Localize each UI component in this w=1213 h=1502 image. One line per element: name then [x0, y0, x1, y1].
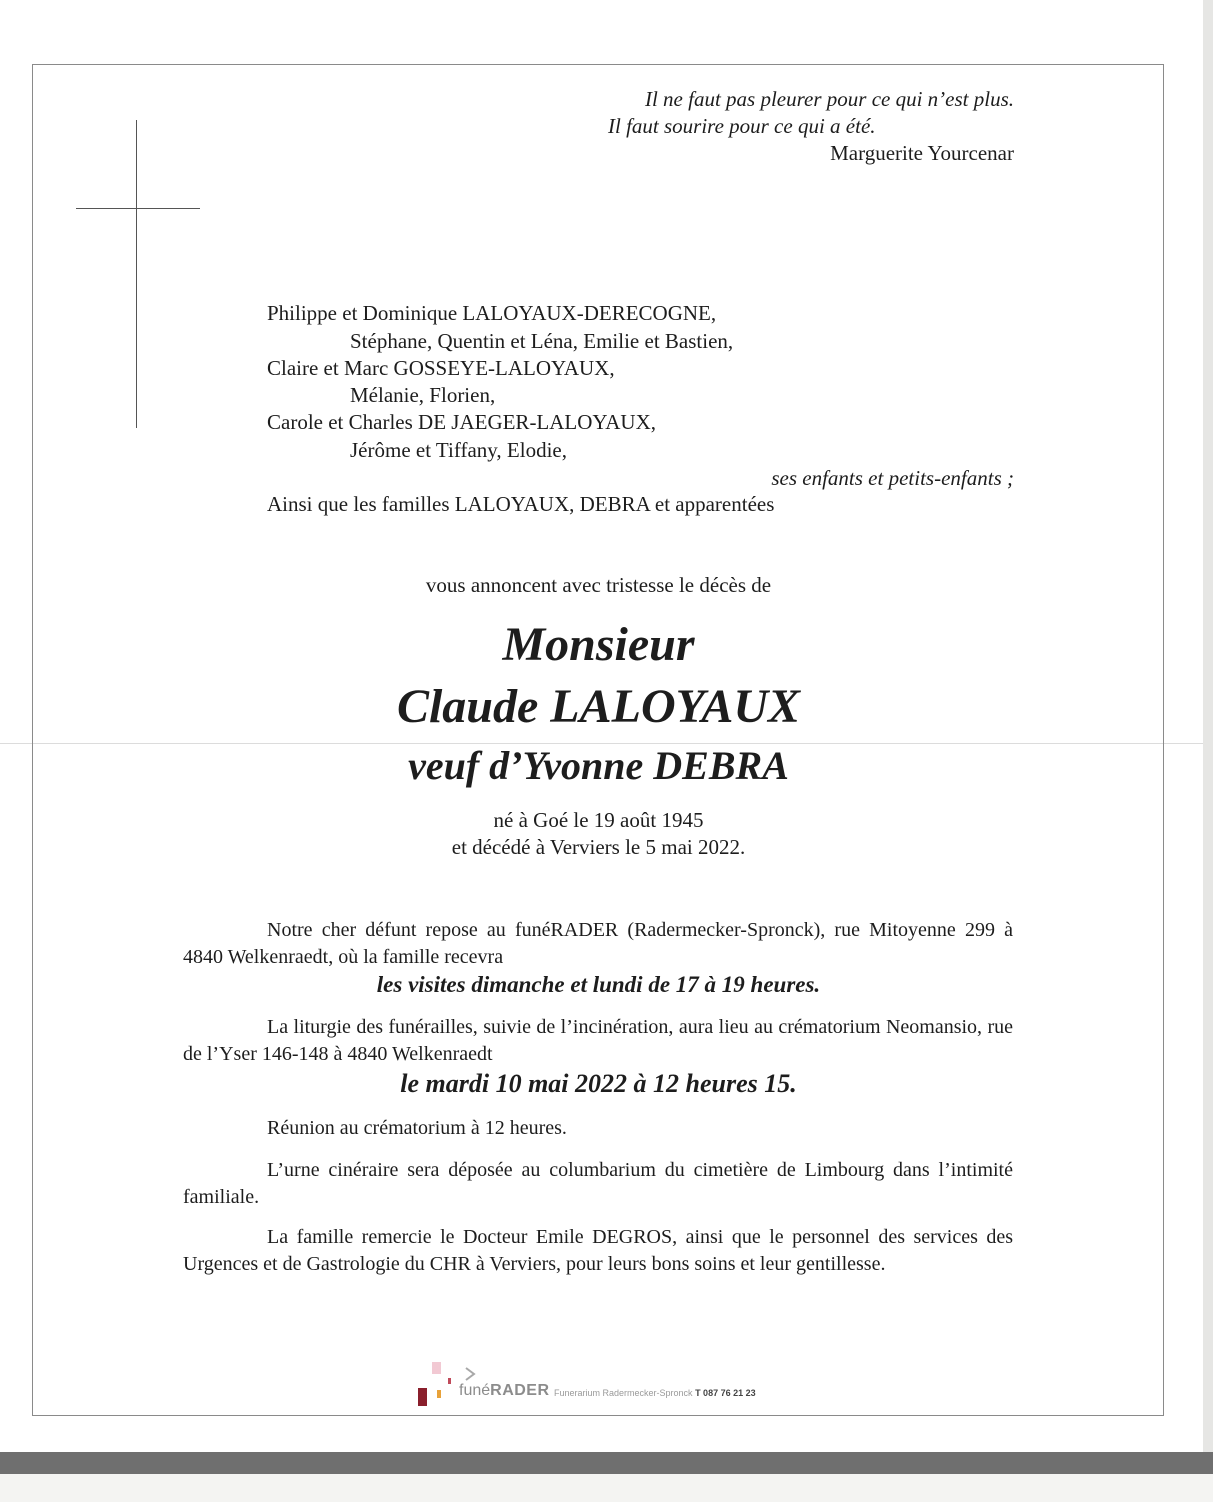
meeting-paragraph [183, 1115, 1013, 1142]
urn-paragraph [183, 1157, 1013, 1211]
family-line: Claire et Marc GOSSEYE-LALOYAUX, [267, 356, 615, 380]
scan-edge-right [1203, 0, 1213, 1474]
footer-brand-prefix: funé [459, 1382, 491, 1399]
thanks-paragraph [183, 1224, 1013, 1278]
footer-brand-name: RADER [490, 1382, 550, 1399]
quote-author: Marguerite Yourcenar [830, 141, 1014, 165]
family-relation: ses enfants et petits-enfants ; [771, 466, 1014, 490]
rest-text: Notre cher défunt repose au funéRADER (Radermecker-Spronck), rue Mitoyenne 299 à 4840 Welkenraedt, où la famille recevra [183, 919, 1013, 968]
footer-subtitle-row [554, 1388, 756, 1398]
cross-icon-vertical [136, 120, 137, 428]
thanks-text: La famille remercie le Docteur Emile DEGROS, ainsi que le personnel des services des Urgences et de Gastrologie du CHR à Verviers, pour leurs bons soins et leur gentillesse. [183, 1226, 1013, 1275]
liturgy-paragraph [183, 1014, 1013, 1068]
visits-info: les visites dimanche et lundi de 17 à 19 heures. [376, 972, 821, 997]
footer-phone: T 087 76 21 23 [695, 1388, 756, 1398]
quote-line-2: Il faut sourire pour ce qui a été. [608, 114, 876, 138]
deceased-name: Claude LALOYAUX [396, 680, 801, 733]
family-others: Ainsi que les familles LALOYAUX, DEBRA et apparentées [267, 492, 775, 516]
deceased-widower: veuf d’Yvonne DEBRA [408, 743, 789, 788]
deceased-title: Monsieur [502, 618, 695, 671]
scan-edge-bottom [0, 1452, 1213, 1474]
ceremony-date: le mardi 10 mai 2022 à 12 heures 15. [400, 1069, 797, 1098]
death-info: et décédé à Verviers le 5 mai 2022. [451, 835, 746, 859]
liturgy-text: La liturgie des funérailles, suivie de l’incinération, aura lieu au crématorium Neomansio, rue de l’Yser 146-148 à 4840 Welkenraedt [183, 1016, 1013, 1065]
urn-text: L’urne cinéraire sera déposée au columbarium du cimetière de Limbourg dans l’intimité familiale. [183, 1159, 1013, 1208]
meeting-text: Réunion au crématorium à 12 heures. [267, 1117, 567, 1139]
family-line: Philippe et Dominique LALOYAUX-DERECOGNE, [267, 301, 717, 325]
card-border [32, 64, 1164, 1416]
family-line: Carole et Charles DE JAEGER-LALOYAUX, [267, 410, 657, 434]
quote-line-1: Il ne faut pas pleurer pour ce qui n’est plus. [644, 87, 1014, 111]
footer-subtitle: Funerarium Radermecker-Spronck [554, 1388, 693, 1398]
birth-info: né à Goé le 19 août 1945 [493, 808, 704, 832]
family-line: Mélanie, Florien, [350, 383, 496, 407]
family-line: Stéphane, Quentin et Léna, Emilie et Bastien, [350, 329, 734, 353]
announcement-text: vous annoncent avec tristesse le décès de [425, 573, 772, 597]
footer-brand [459, 1382, 550, 1400]
cross-icon-horizontal [76, 208, 200, 209]
rest-paragraph [183, 917, 1013, 971]
family-line: Jérôme et Tiffany, Elodie, [350, 438, 567, 462]
